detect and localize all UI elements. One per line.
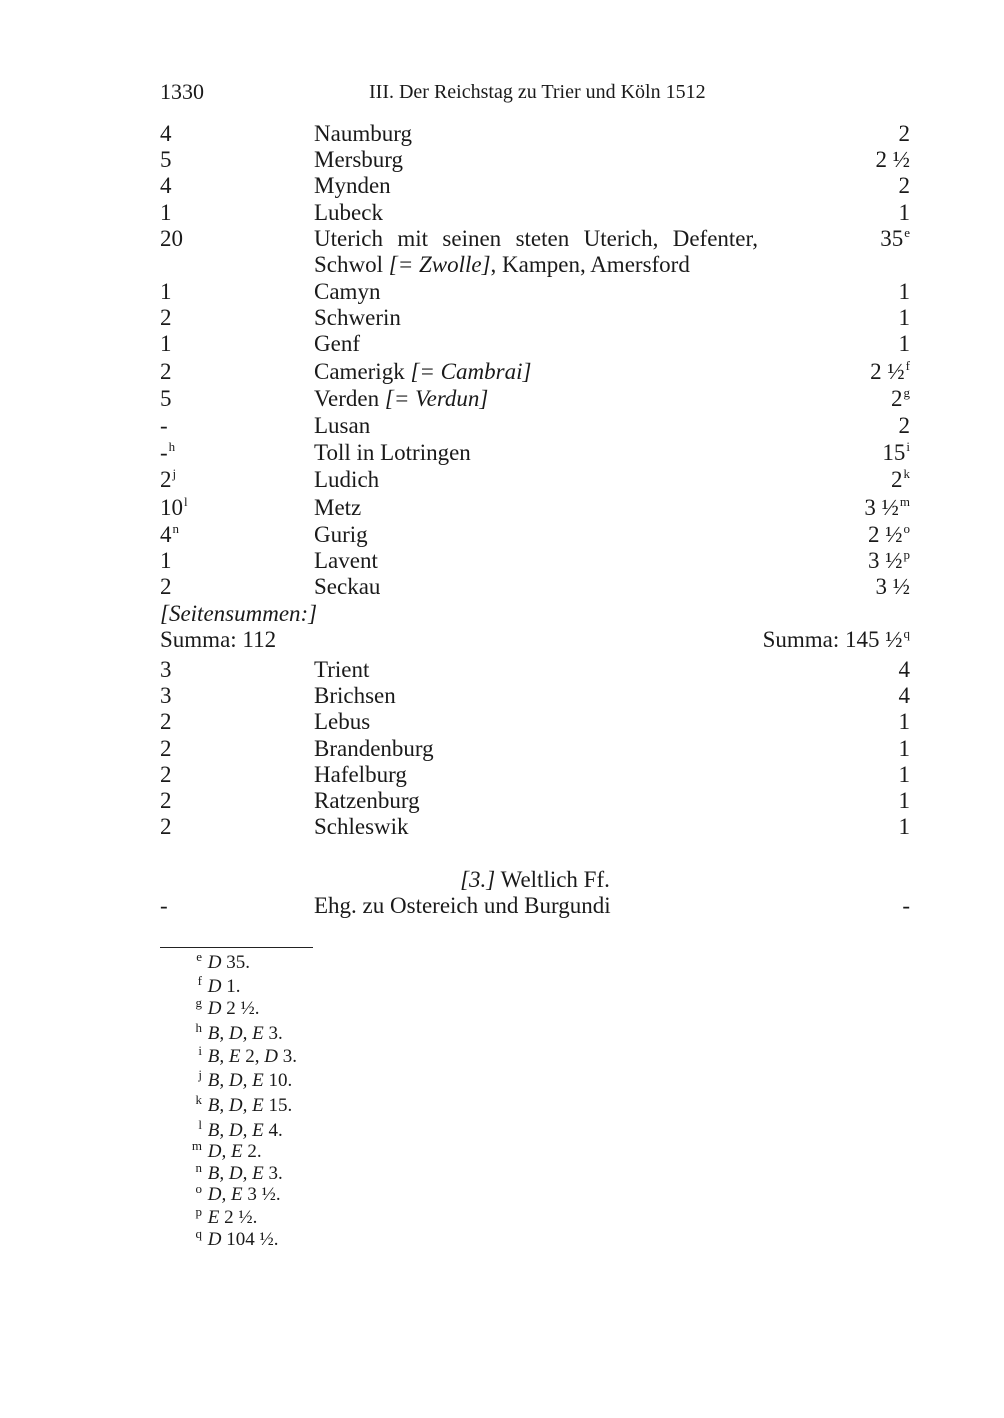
footnote-marker: e: [196, 949, 202, 964]
text: 3 ½.: [242, 1184, 281, 1205]
footnote-marker: m: [899, 494, 910, 509]
page-sums-label: [Seitensummen:]: [160, 601, 318, 626]
text: 3.: [263, 1023, 283, 1044]
witness: D: [264, 1046, 278, 1067]
place-name: Metz: [314, 495, 362, 520]
place-name: [314, 226, 758, 278]
place-name-line: Uterich mit seinen steten Uterich, Defenter,: [314, 226, 758, 251]
witness: D: [207, 1229, 222, 1250]
footnote: [188, 1160, 283, 1186]
count-left: 4: [160, 173, 172, 198]
text: 2,: [240, 1046, 265, 1067]
count-right: [882, 440, 910, 469]
text: 2 ½.: [221, 998, 260, 1019]
page-header: [160, 79, 910, 107]
footnote-marker: j: [172, 466, 177, 481]
footnote-marker: o: [195, 1181, 202, 1196]
footnote-marker: h: [168, 439, 176, 454]
footnote-marker: g: [903, 385, 910, 400]
count-left: 1: [160, 548, 172, 573]
count-right: 1: [898, 331, 910, 356]
footnote-marker: o: [903, 521, 910, 536]
witness: D, E: [207, 1141, 243, 1162]
witness: B, D, E: [207, 1023, 264, 1044]
value: 4: [160, 522, 172, 547]
footnote-marker: m: [191, 1138, 202, 1153]
footnote: [188, 1043, 297, 1069]
place-name: Naumburg: [314, 121, 412, 146]
place-name: Camyn: [314, 279, 381, 304]
footnote-marker: p: [195, 1204, 202, 1219]
sum-left: Summa: 112: [160, 627, 277, 652]
place-name: Toll in Lotringen: [314, 440, 471, 465]
place-name: Hafelburg: [314, 762, 407, 787]
count-right: [864, 495, 910, 524]
place-name: Mynden: [314, 173, 391, 198]
count-right: [868, 548, 910, 577]
value: 2 ½: [870, 359, 905, 384]
footnote-marker: k: [903, 466, 910, 481]
witness: B, D, E: [207, 1163, 264, 1184]
place-name: Lusan: [314, 413, 371, 438]
count-left: 4: [160, 121, 172, 146]
footnote-marker: l: [184, 494, 188, 509]
count-right: 1: [898, 305, 910, 330]
footnote: [188, 1067, 293, 1093]
witness: E: [207, 1207, 220, 1228]
count-left: 5: [160, 386, 172, 411]
witness: B, D, E: [207, 1070, 264, 1091]
count-left: [160, 467, 176, 496]
value: 2: [160, 467, 172, 492]
place-name: Seckau: [314, 574, 381, 599]
footnote-marker: j: [198, 1067, 202, 1082]
value: 2: [891, 386, 903, 411]
count-right: 2 ½: [875, 147, 910, 172]
document-page: [160, 0, 910, 1418]
count-left: -: [160, 893, 168, 918]
text: 15.: [263, 1095, 293, 1116]
count-left: 5: [160, 147, 172, 172]
running-title: III. Der Reichstag zu Trier und Köln 1512: [369, 81, 706, 103]
count-left: 1: [160, 279, 172, 304]
count-right: 1: [898, 788, 910, 813]
value: 3 ½: [864, 495, 899, 520]
text: Verden: [314, 386, 385, 411]
count-left: [160, 495, 188, 524]
count-right: 2: [898, 121, 910, 146]
text: , Kampen, Amersford: [490, 252, 690, 277]
value: 2 ½: [868, 522, 903, 547]
place-name: Lebus: [314, 709, 371, 734]
footnote-marker: q: [903, 626, 910, 641]
count-left: 2: [160, 736, 172, 761]
count-left: 3: [160, 657, 172, 682]
witness: D: [207, 998, 222, 1019]
page-number: 1330: [160, 79, 204, 104]
footnote-marker: p: [903, 547, 910, 562]
place-name: [314, 359, 758, 385]
sum-right: [763, 627, 910, 656]
value: 15: [882, 440, 906, 465]
footnote-marker: f: [197, 973, 202, 988]
text: 2 ½.: [219, 1207, 258, 1228]
count-right: 4: [898, 683, 910, 708]
editorial-note: [= Verdun]: [384, 386, 489, 411]
text: 3.: [277, 1046, 297, 1067]
footnote: [188, 1226, 279, 1252]
value: 3 ½: [868, 548, 903, 573]
place-name: Schleswik: [314, 814, 409, 839]
place-name: Ehg. zu Ostereich und Burgundi: [314, 893, 611, 918]
place-name: [314, 386, 758, 412]
footnote-marker: k: [195, 1092, 202, 1107]
count-left: 2: [160, 305, 172, 330]
text: 3.: [263, 1163, 283, 1184]
value: 2: [891, 467, 903, 492]
count-left: 3: [160, 683, 172, 708]
count-right: 1: [898, 814, 910, 839]
footnote-marker: e: [904, 225, 910, 240]
count-left: 1: [160, 200, 172, 225]
footnote-marker: g: [195, 995, 202, 1010]
footnote-marker: h: [195, 1020, 202, 1035]
count-left: [160, 522, 179, 551]
text: 4.: [263, 1120, 283, 1141]
text: 104 ½.: [221, 1229, 279, 1250]
footnote-marker: i: [906, 439, 910, 454]
count-right: 1: [898, 736, 910, 761]
footnote-marker: q: [195, 1226, 202, 1241]
place-name: Trient: [314, 657, 370, 682]
count-right: 1: [898, 200, 910, 225]
count-right: 1: [898, 762, 910, 787]
section-title: Weltlich Ff.: [495, 867, 610, 892]
value: Summa: 145 ½: [762, 627, 903, 652]
place-name: Mersburg: [314, 147, 404, 172]
count-right: [891, 467, 910, 496]
witness: D: [207, 976, 222, 997]
count-right: 2: [898, 413, 910, 438]
count-left: 2: [160, 359, 172, 384]
footnote-marker: i: [198, 1043, 202, 1058]
count-left: 2: [160, 762, 172, 787]
footnote: [188, 1092, 293, 1118]
place-name: Lubeck: [314, 200, 383, 225]
text: Camerigk: [314, 359, 411, 384]
footnote-marker: l: [198, 1117, 202, 1132]
text: 1.: [221, 976, 241, 997]
count-right: [880, 226, 910, 255]
text: 2.: [242, 1141, 262, 1162]
count-left: 2: [160, 788, 172, 813]
footnote-divider: [160, 947, 313, 948]
witness: B, E: [207, 1046, 241, 1067]
place-name: Lavent: [314, 548, 378, 573]
count-right: [870, 359, 910, 388]
footnote-marker: f: [905, 358, 910, 373]
count-right: [891, 386, 910, 415]
count-left: -: [160, 413, 168, 438]
text: 10.: [263, 1070, 293, 1091]
footnote: [188, 1117, 283, 1143]
witness: D, E: [207, 1184, 243, 1205]
place-name: Schwerin: [314, 305, 401, 330]
footnote-marker: n: [195, 1160, 202, 1175]
value: 10: [160, 495, 183, 520]
place-name: Brandenburg: [314, 736, 434, 761]
count-right: 1: [898, 709, 910, 734]
value: 35: [880, 226, 904, 251]
count-right: 2: [898, 173, 910, 198]
place-name-line: [314, 252, 758, 278]
place-name: Gurig: [314, 522, 368, 547]
count-left: 20: [160, 226, 183, 251]
count-right: 3 ½: [875, 574, 910, 599]
place-name: Ratzenburg: [314, 788, 420, 813]
editorial-note: [= Cambrai]: [410, 359, 532, 384]
text: Schwol: [314, 252, 389, 277]
section-heading: [160, 867, 910, 893]
witness: B, D, E: [207, 1120, 264, 1141]
count-left: [160, 440, 175, 469]
count-left: 2: [160, 814, 172, 839]
place-name: Genf: [314, 331, 360, 356]
footnote-marker: n: [172, 521, 179, 536]
count-left: 2: [160, 574, 172, 599]
editorial-note: [= Zwolle]: [388, 252, 491, 277]
count-right: 1: [898, 279, 910, 304]
count-right: -: [902, 893, 910, 918]
witness: B, D, E: [207, 1095, 264, 1116]
count-left: 2: [160, 709, 172, 734]
count-right: 4: [898, 657, 910, 682]
text: 35.: [221, 952, 250, 973]
place-name: Ludich: [314, 467, 380, 492]
section-number: [3.]: [460, 867, 496, 892]
count-left: 1: [160, 331, 172, 356]
footnote: [188, 1020, 283, 1046]
witness: D: [207, 952, 222, 973]
value: -: [160, 440, 168, 465]
place-name: Brichsen: [314, 683, 396, 708]
